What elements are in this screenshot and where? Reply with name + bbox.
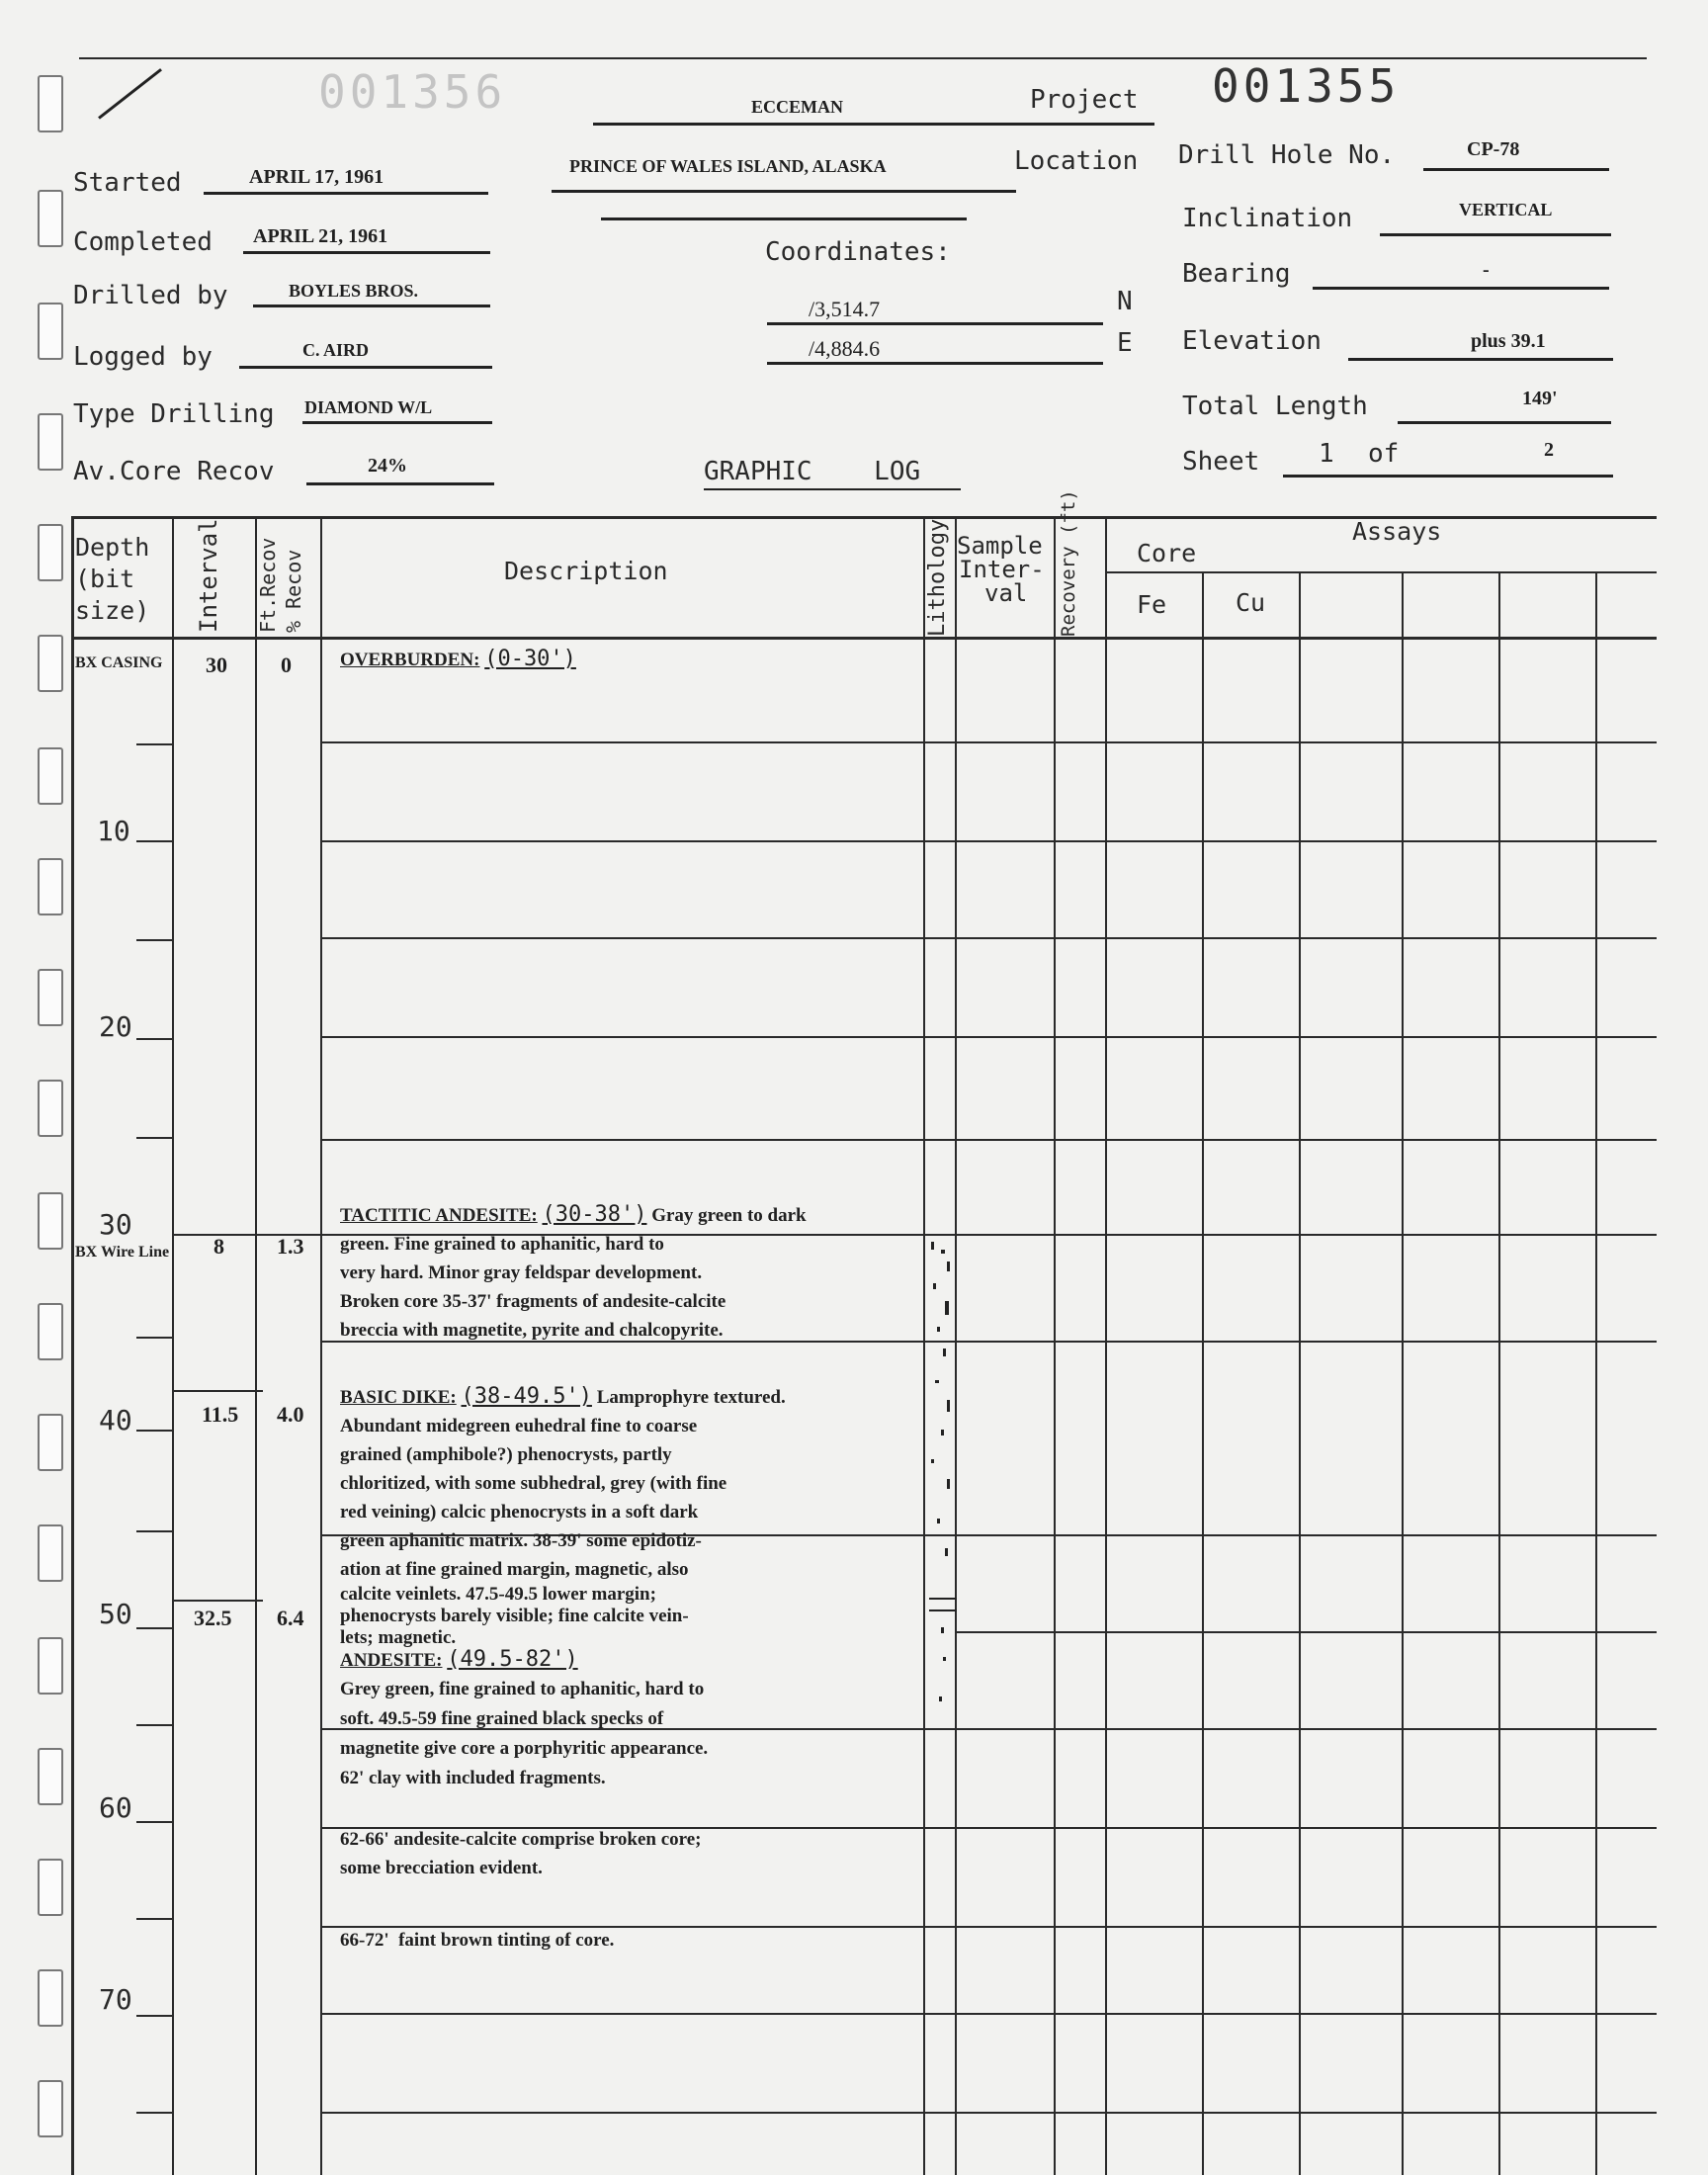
binder-hole	[38, 858, 63, 915]
binder-hole	[38, 413, 63, 471]
elevation-value: plus 39.1	[1471, 330, 1546, 352]
col-line-interval	[172, 516, 174, 2175]
header-depth-line-1: Depth	[75, 533, 150, 562]
description-heading: BASIC DIKE:	[340, 1387, 457, 1408]
coord-north-underline	[767, 322, 1103, 325]
description-overburden	[340, 645, 933, 674]
binder-hole	[38, 1080, 63, 1137]
total-length-value: 149'	[1522, 388, 1558, 409]
binder-hole	[38, 524, 63, 581]
recov-value: 6.4	[277, 1606, 304, 1630]
total-length-underline	[1398, 421, 1611, 424]
description-basic-dike	[340, 1382, 933, 1649]
core-recov-label: Av.Core Recov	[73, 457, 275, 486]
depth-tick	[136, 1821, 172, 1823]
description-heading: ANDESITE:	[340, 1650, 443, 1671]
header-assays: Assays	[1352, 517, 1442, 546]
binder-hole	[38, 1969, 63, 2027]
elevation-label: Elevation	[1182, 326, 1322, 356]
grid-line	[172, 1600, 263, 1602]
binder-hole	[38, 2080, 63, 2137]
depth-label-70: 70	[99, 1983, 132, 2016]
faint-document-number: 001356	[318, 65, 507, 119]
coordinates-label: Coordinates:	[765, 237, 951, 267]
depth-tick	[136, 840, 172, 842]
depth-tick	[136, 1038, 172, 1040]
started-value: APRIL 17, 1961	[249, 166, 384, 188]
header-interval: Interval	[195, 518, 222, 633]
binder-hole	[38, 75, 63, 132]
binder-hole	[38, 1637, 63, 1695]
depth-label-30: 30	[99, 1208, 132, 1241]
drilled-by-label: Drilled by	[73, 281, 228, 310]
completed-underline	[243, 251, 490, 254]
binder-hole	[38, 1859, 63, 1916]
depth-tick	[136, 1137, 172, 1139]
depth-tick	[136, 1530, 172, 1532]
description-line: 66-72' faint brown tinting of core.	[340, 1930, 615, 1951]
location-underline	[552, 190, 1016, 193]
assays-subheader-line	[1107, 571, 1657, 573]
grid-line	[172, 1390, 263, 1392]
coord-north-value: /3,514.7	[809, 297, 881, 321]
inclination-label: Inclination	[1182, 204, 1353, 233]
depth-tick	[136, 1337, 172, 1339]
header-fe: Fe	[1137, 590, 1167, 619]
description-range: (38-49.5')	[461, 1384, 592, 1409]
description-line: breccia with magnetite, pyrite and chalcopyrite.	[340, 1320, 724, 1341]
location-label: Location	[1014, 146, 1139, 176]
col-line-left	[71, 516, 74, 2175]
drill-hole-label: Drill Hole No.	[1178, 140, 1396, 170]
sheet-of: of	[1368, 439, 1400, 469]
elevation-underline	[1348, 358, 1613, 361]
description-line: Lamprophyre textured.	[596, 1387, 786, 1408]
completed-label: Completed	[73, 227, 213, 257]
description-line: Broken core 35-37' fragments of andesite-calcite	[340, 1291, 726, 1312]
binder-hole	[38, 1414, 63, 1471]
recov-value: 4.0	[277, 1402, 304, 1427]
type-drilling-label: Type Drilling	[73, 399, 275, 429]
interval-value: 11.5	[202, 1402, 239, 1427]
grid-line	[320, 1036, 1657, 1038]
table-header-bottom-line	[71, 637, 1657, 640]
lithology-graphic	[923, 1232, 959, 1726]
document-number-stamp: 001355	[1212, 59, 1401, 113]
coord-north-unit: N	[1117, 287, 1133, 316]
header-description: Description	[504, 557, 668, 585]
recov-value: 0	[281, 652, 292, 677]
description-line: grained (amphibole?) phenocrysts, partly	[340, 1444, 672, 1465]
sheet-number: 1	[1319, 439, 1334, 469]
project-label: Project	[1030, 85, 1139, 115]
grid-line	[955, 1631, 1657, 1633]
description-line: Abundant midegreen euhedral fine to coarse	[340, 1416, 698, 1436]
description-heading: TACTITIC ANDESITE:	[340, 1205, 538, 1226]
completed-value: APRIL 21, 1961	[253, 225, 388, 247]
grid-line	[320, 1139, 1657, 1141]
graphic-log-label: GRAPHIC LOG	[704, 457, 921, 486]
binder-hole	[38, 190, 63, 247]
interval-value: 32.5	[194, 1606, 232, 1630]
binder-hole	[38, 1524, 63, 1582]
col-line-cu	[1299, 571, 1301, 2175]
description-line: Grey green, fine grained to aphanitic, hard to	[340, 1679, 705, 1699]
drilled-by-underline	[253, 304, 490, 307]
coord-east-underline	[767, 362, 1103, 365]
description-line: phenocrysts barely visible; fine calcite vein-	[340, 1606, 689, 1626]
bearing-underline	[1313, 287, 1609, 290]
inclination-value: VERTICAL	[1459, 200, 1553, 219]
header-sample-line-2: Inter-	[959, 556, 1045, 583]
coord-east-unit: E	[1117, 328, 1133, 358]
location-value: PRINCE OF WALES ISLAND, ALASKA	[569, 156, 887, 176]
project-value: ECCEMAN	[751, 97, 843, 117]
recov-value: 1.3	[277, 1234, 304, 1259]
depth-tick	[136, 1627, 172, 1629]
bearing-label: Bearing	[1182, 259, 1291, 289]
logged-by-value: C. AIRD	[302, 340, 370, 360]
sheet-total: 2	[1544, 439, 1554, 461]
drilled-by-value: BOYLES BROS.	[289, 281, 419, 301]
description-line: very hard. Minor gray feldspar development.	[340, 1262, 703, 1283]
depth-tick	[136, 743, 172, 745]
coord-east-value: /4,884.6	[809, 336, 881, 361]
col-line-recov	[255, 516, 257, 2175]
depth-tick	[136, 1724, 172, 1726]
description-line: soft. 49.5-59 fine grained black specks of	[340, 1708, 664, 1729]
graphic-log-underline	[704, 488, 961, 490]
binder-hole	[38, 1748, 63, 1805]
depth-tick	[136, 1430, 172, 1432]
depth-label-40: 40	[99, 1404, 132, 1436]
interval-value: 30	[206, 652, 227, 677]
description-andesite	[340, 1645, 933, 1793]
depth-label-60: 60	[99, 1791, 132, 1824]
binder-hole	[38, 747, 63, 805]
description-line: 62' clay with included fragments.	[340, 1768, 606, 1788]
header-lithology: Lithology	[925, 518, 950, 637]
header-depth-line-3: size)	[75, 596, 150, 625]
binder-hole	[38, 303, 63, 360]
top-border-line	[79, 57, 1647, 59]
inclination-underline	[1380, 233, 1611, 236]
type-drilling-underline	[302, 421, 492, 424]
started-underline	[204, 192, 488, 195]
core-recov-value: 24%	[368, 455, 407, 477]
bit-size-casing: BX CASING	[75, 654, 163, 671]
header-core: Core	[1137, 539, 1197, 567]
grid-line	[320, 741, 1657, 743]
depth-tick	[136, 2112, 172, 2114]
bit-size-wireline: BX Wire Line	[75, 1244, 170, 1261]
col-line-assay-5	[1595, 571, 1597, 2175]
bearing-value: -	[1483, 259, 1490, 281]
project-underline	[593, 123, 1154, 126]
total-length-label: Total Length	[1182, 392, 1368, 421]
description-line: ation at fine grained margin, magnetic, also	[340, 1559, 689, 1580]
header-pct-recov: % Recov	[282, 549, 305, 633]
binder-hole	[38, 1192, 63, 1250]
description-line: lets; magnetic.	[340, 1627, 457, 1648]
drill-hole-value: CP-78	[1467, 138, 1520, 160]
header-cu: Cu	[1236, 588, 1266, 617]
depth-tick	[136, 939, 172, 941]
depth-label-50: 50	[99, 1598, 132, 1630]
drill-hole-underline	[1423, 168, 1609, 171]
binder-hole	[38, 969, 63, 1026]
binder-hole	[38, 1303, 63, 1360]
col-line-assay-4	[1498, 571, 1500, 2175]
type-drilling-value: DIAMOND W/L	[304, 397, 433, 417]
grid-line	[320, 2013, 1657, 2015]
description-line: 62-66' andesite-calcite comprise broken core;	[340, 1829, 702, 1850]
description-range: (49.5-82')	[447, 1647, 578, 1672]
description-heading: OVERBURDEN:	[340, 650, 480, 670]
description-line: chloritized, with some subhedral, grey (with fine	[340, 1473, 727, 1494]
depth-tick	[136, 2015, 172, 2017]
description-line: red veining) calcic phenocrysts in a soft dark	[340, 1502, 699, 1522]
description-range: (0-30')	[484, 647, 576, 671]
corner-slash	[98, 68, 162, 120]
depth-label-10: 10	[97, 815, 130, 847]
grid-line	[320, 2112, 1657, 2114]
binder-hole	[38, 635, 63, 692]
header-sample-line-1: Sample	[957, 532, 1043, 560]
header-ft-recov: Ft.Recov	[256, 537, 280, 633]
interval-value: 8	[214, 1234, 224, 1259]
header-sample-line-3: val	[984, 579, 1028, 607]
description-line: Gray green to dark	[651, 1205, 807, 1226]
description-line: green. Fine grained to aphanitic, hard to	[340, 1234, 664, 1255]
col-line-fe	[1202, 571, 1204, 2175]
description-range: (30-38')	[542, 1202, 647, 1227]
sheet-underline	[1283, 475, 1613, 478]
depth-tick	[136, 1918, 172, 1920]
depth-label-20: 20	[99, 1010, 132, 1043]
location-second-underline	[601, 218, 967, 220]
sheet-label: Sheet	[1182, 447, 1260, 477]
description-brown-tinting	[340, 1926, 933, 1955]
description-tactitic-andesite	[340, 1200, 933, 1345]
grid-line	[320, 840, 1657, 842]
description-line: calcite veinlets. 47.5-49.5 lower margin;	[340, 1584, 656, 1605]
description-line: green aphanitic matrix. 38-39' some epidotiz-	[340, 1530, 702, 1551]
core-recov-underline	[306, 482, 494, 485]
header-depth-line-2: (bit	[75, 565, 135, 593]
col-line-assay-3	[1402, 571, 1404, 2175]
grid-line	[320, 937, 1657, 939]
description-line: some brecciation evident.	[340, 1858, 543, 1878]
logged-by-label: Logged by	[73, 342, 213, 372]
header-recovery-ft: Recovery (ft)	[1058, 489, 1079, 637]
started-label: Started	[73, 168, 182, 198]
logged-by-underline	[239, 366, 492, 369]
description-line: magnetite give core a porphyritic appearance.	[340, 1738, 709, 1759]
description-andesite-calcite	[340, 1825, 933, 1882]
